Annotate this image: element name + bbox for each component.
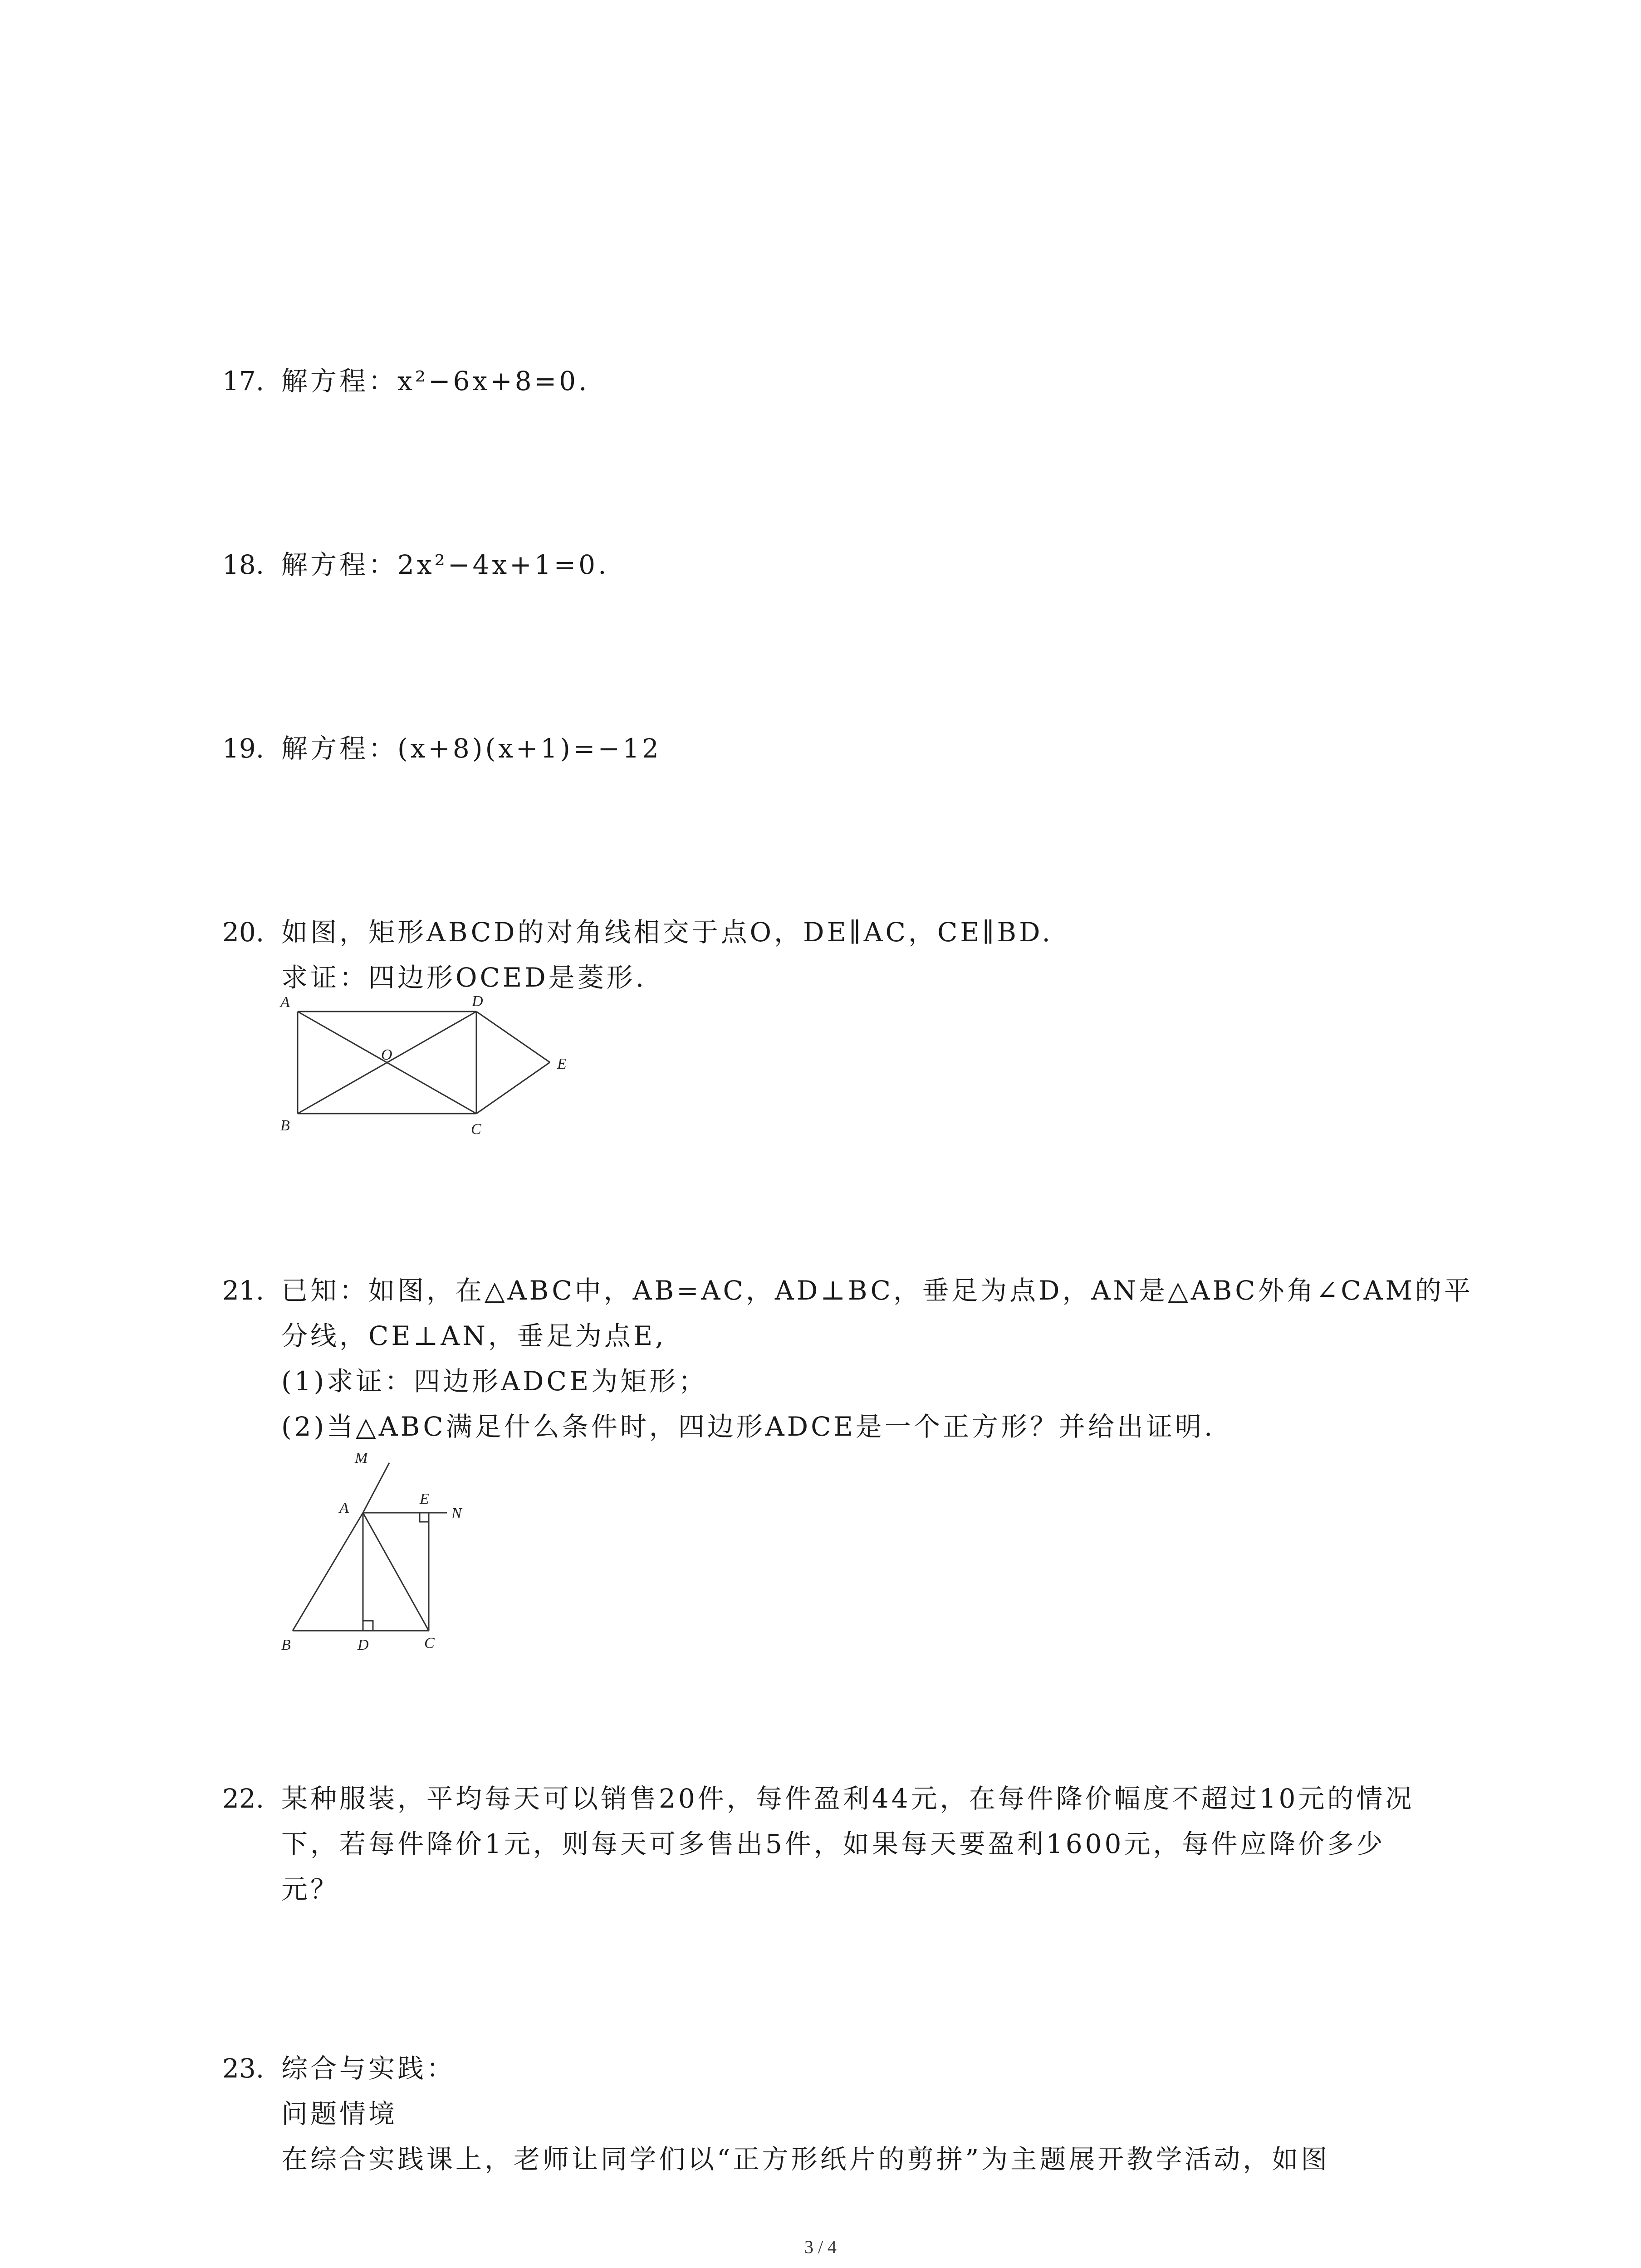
question-text: 如图，矩形ABCD的对角线相交于点O，DE∥AC，CE∥BD. [281, 917, 1053, 948]
label-d: D [472, 993, 483, 1010]
label-c: C [424, 1635, 435, 1652]
question-19 [222, 726, 661, 771]
question-21 [222, 1268, 1473, 1313]
question-21-part2: (2)当△ABC满足什么条件时，四边形ADCE是一个正方形？并给出证明. [281, 1411, 1215, 1442]
segment-ce [476, 1062, 550, 1114]
label-a: A [280, 994, 290, 1011]
question-text: 解方程：x²−6x+8=0. [281, 366, 590, 396]
question-number: 21. [222, 1275, 265, 1306]
question-number: 18. [222, 549, 265, 580]
label-o: O [381, 1046, 392, 1063]
question-23-line3: 在综合实践课上，老师让同学们以“正方形纸片的剪拼”为主题展开教学活动，如图 [281, 2144, 1330, 2175]
question-17 [222, 358, 590, 404]
page-number: 3 / 4 [804, 2237, 837, 2257]
rectangle-abcd-figure [272, 993, 590, 1143]
segment-ac [363, 1513, 429, 1631]
question-text: 解方程：(x+8)(x+1)=−12 [281, 733, 661, 764]
label-e: E [420, 1491, 429, 1507]
question-number: 22. [222, 1783, 265, 1814]
triangle-abc-figure [272, 1445, 490, 1658]
question-text: 综合与实践： [281, 2053, 456, 2084]
label-a: A [339, 1500, 349, 1516]
right-angle-d [363, 1621, 373, 1631]
segment-de [476, 1012, 550, 1062]
label-d: D [358, 1637, 369, 1653]
right-angle-e [420, 1513, 429, 1522]
question-18 [222, 542, 609, 587]
question-number: 23. [222, 2053, 265, 2084]
label-c: C [471, 1121, 481, 1138]
question-23 [222, 2046, 456, 2091]
segment-ba [293, 1513, 363, 1631]
question-text: 解方程：2x²−4x+1=0. [281, 549, 609, 580]
question-20 [222, 909, 1053, 955]
question-21-line2: 分线，CE⊥AN，垂足为点E, [281, 1320, 666, 1351]
question-text: 某种服装，平均每天可以销售20件，每件盈利44元，在每件降价幅度不超过10元的情况 [281, 1783, 1415, 1814]
label-n: N [451, 1505, 462, 1522]
question-22 [222, 1776, 1414, 1821]
question-22-line3: 元？ [281, 1874, 340, 1905]
label-b: B [281, 1637, 291, 1653]
ray-am [363, 1463, 389, 1513]
question-23-heading: 问题情境 [281, 2098, 398, 2129]
label-m: M [355, 1450, 368, 1466]
question-number: 20. [222, 917, 265, 948]
label-e: E [557, 1056, 567, 1072]
question-21-part1: (1)求证：四边形ADCE为矩形； [281, 1366, 708, 1397]
question-text: 已知：如图，在△ABC中，AB=AC，AD⊥BC，垂足为点D，AN是△ABC外角∠CAM的平 [281, 1275, 1473, 1306]
question-number: 19. [222, 733, 265, 764]
question-20-line2: 求证：四边形OCED是菱形. [281, 962, 647, 993]
label-b: B [280, 1117, 290, 1134]
question-22-line2: 下，若每件降价1元，则每天可多售出5件，如果每天要盈利1600元，每件应降价多少 [281, 1828, 1386, 1859]
question-number: 17. [222, 366, 265, 396]
